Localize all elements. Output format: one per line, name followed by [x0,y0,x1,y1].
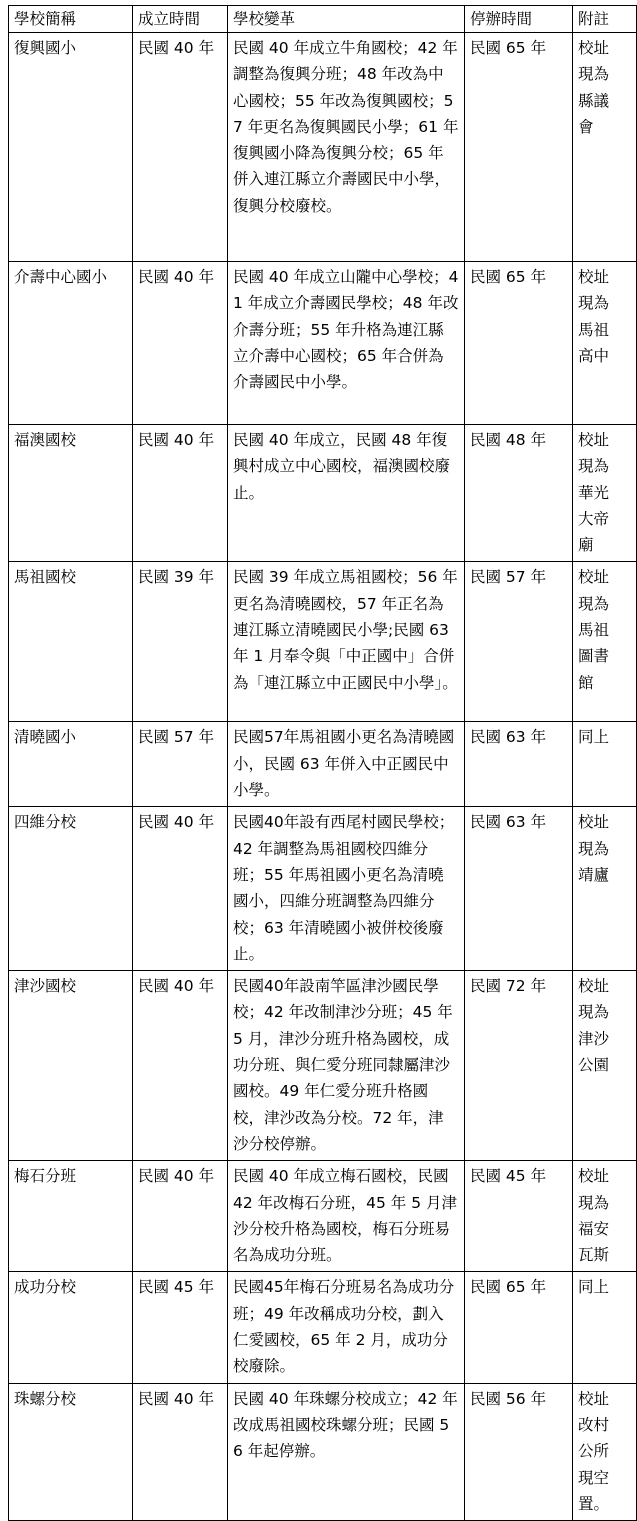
table-row [9,1161,637,1272]
history-cell: 民國40年設有西尾村國民學校；42 年調整為馬祖國校四維分班；55 年馬祖國小更名為清曉國小，四維分班調整為四維分校；63 年清曉國小被併校後廢止。 [228,807,465,971]
table-row [9,562,637,722]
history-cell: 民國 40 年珠螺分校成立；42 年改成馬祖國校珠螺分班；民國 56 年起停辦。 [228,1383,465,1520]
history-cell: 民國 40 年成立梅石國校，民國 42 年改梅石分班，45 年 5 月津沙分校升格為國校，梅石分班易名為成功分班。 [228,1161,465,1272]
closed-cell: 民國 56 年 [465,1383,573,1520]
header-closed: 停辦時間 [465,6,573,33]
history-cell: 民國 40 年成立山隴中心學校；41 年成立介壽國民學校；48 年改介壽分班；55 年升格為連江縣立介壽中心國校；65 年合併為介壽國民中小學。 [228,262,465,425]
founded-cell: 民國 40 年 [133,1161,228,1272]
closed-cell: 民國 57 年 [465,562,573,722]
closed-cell: 民國 63 年 [465,722,573,807]
founded-cell: 民國 39 年 [133,562,228,722]
history-cell: 民國40年設南竿區津沙國民學校；42 年改制津沙分班；45 年 5 月，津沙分班升格為國校，成功分班、與仁愛分班同隸屬津沙國校。49 年仁愛分班升格國校，津沙改為分校。72 年，津沙分校停辦。 [228,971,465,1161]
table-body [9,33,637,1521]
founded-cell: 民國 40 年 [133,807,228,971]
closed-cell: 民國 65 年 [465,33,573,262]
history-cell: 民國 40 年成立，民國 48 年復興村成立中心國校，福澳國校廢止。 [228,425,465,562]
school-name-cell: 馬祖國校 [9,562,133,722]
school-name-cell: 介壽中心國小 [9,262,133,425]
notes-cell: 校址現為靖廬 [573,807,637,971]
notes-cell: 校址現為福安瓦斯 [573,1161,637,1272]
founded-cell: 民國 40 年 [133,262,228,425]
table-row [9,971,637,1161]
notes-cell: 校址現為馬祖圖書館 [573,562,637,722]
table-row [9,1383,637,1520]
notes-cell: 校址現為華光大帝廟 [573,425,637,562]
notes-cell: 校址現為津沙公園 [573,971,637,1161]
closed-cell: 民國 65 年 [465,262,573,425]
history-cell: 民國45年梅石分班易名為成功分班；49 年改稱成功分校，劃入仁愛國校，65 年 2 月，成功分校廢除。 [228,1272,465,1383]
notes-cell: 校址現為縣議會 [573,33,637,262]
history-cell: 民國 39 年成立馬祖國校；56 年更名為清曉國校，57 年正名為連江縣立清曉國民小學;民國 63 年 1 月奉令與「中正國中」合併為「連江縣立中正國民中小學」。 [228,562,465,722]
closed-cell: 民國 45 年 [465,1161,573,1272]
school-name-cell: 福澳國校 [9,425,133,562]
school-name-cell: 珠螺分校 [9,1383,133,1520]
header-row [9,6,637,33]
header-school-name: 學校簡稱 [9,6,133,33]
founded-cell: 民國 40 年 [133,33,228,262]
header-history: 學校變革 [228,6,465,33]
closed-cell: 民國 65 年 [465,1272,573,1383]
table-row [9,262,637,425]
school-name-cell: 清曉國小 [9,722,133,807]
table-row [9,33,637,262]
closed-cell: 民國 72 年 [465,971,573,1161]
founded-cell: 民國 40 年 [133,425,228,562]
school-name-cell: 梅石分班 [9,1161,133,1272]
table-row [9,722,637,807]
header-founded: 成立時間 [133,6,228,33]
founded-cell: 民國 40 年 [133,971,228,1161]
header-notes: 附註 [573,6,637,33]
school-name-cell: 成功分校 [9,1272,133,1383]
table-row [9,1272,637,1383]
school-name-cell: 復興國小 [9,33,133,262]
founded-cell: 民國 45 年 [133,1272,228,1383]
notes-cell: 同上 [573,722,637,807]
founded-cell: 民國 40 年 [133,1383,228,1520]
history-cell: 民國 40 年成立牛角國校；42 年調整為復興分班；48 年改為中心國校；55 年改為復興國校；57 年更名為復興國民小學；61 年復興國小降為復興分校；65 年併入連江縣立介壽國民中小學，復興分校廢校。 [228,33,465,262]
founded-cell: 民國 57 年 [133,722,228,807]
closed-cell: 民國 48 年 [465,425,573,562]
table-header [9,6,637,33]
closed-cell: 民國 63 年 [465,807,573,971]
notes-cell: 同上 [573,1272,637,1383]
notes-cell: 校址現為馬祖高中 [573,262,637,425]
school-name-cell: 四維分校 [9,807,133,971]
school-history-table [8,5,637,1521]
notes-cell: 校址改村公所現空置。 [573,1383,637,1520]
table-row [9,807,637,971]
history-cell: 民國57年馬祖國小更名為清曉國小，民國 63 年併入中正國民中小學。 [228,722,465,807]
school-name-cell: 津沙國校 [9,971,133,1161]
table-row [9,425,637,562]
